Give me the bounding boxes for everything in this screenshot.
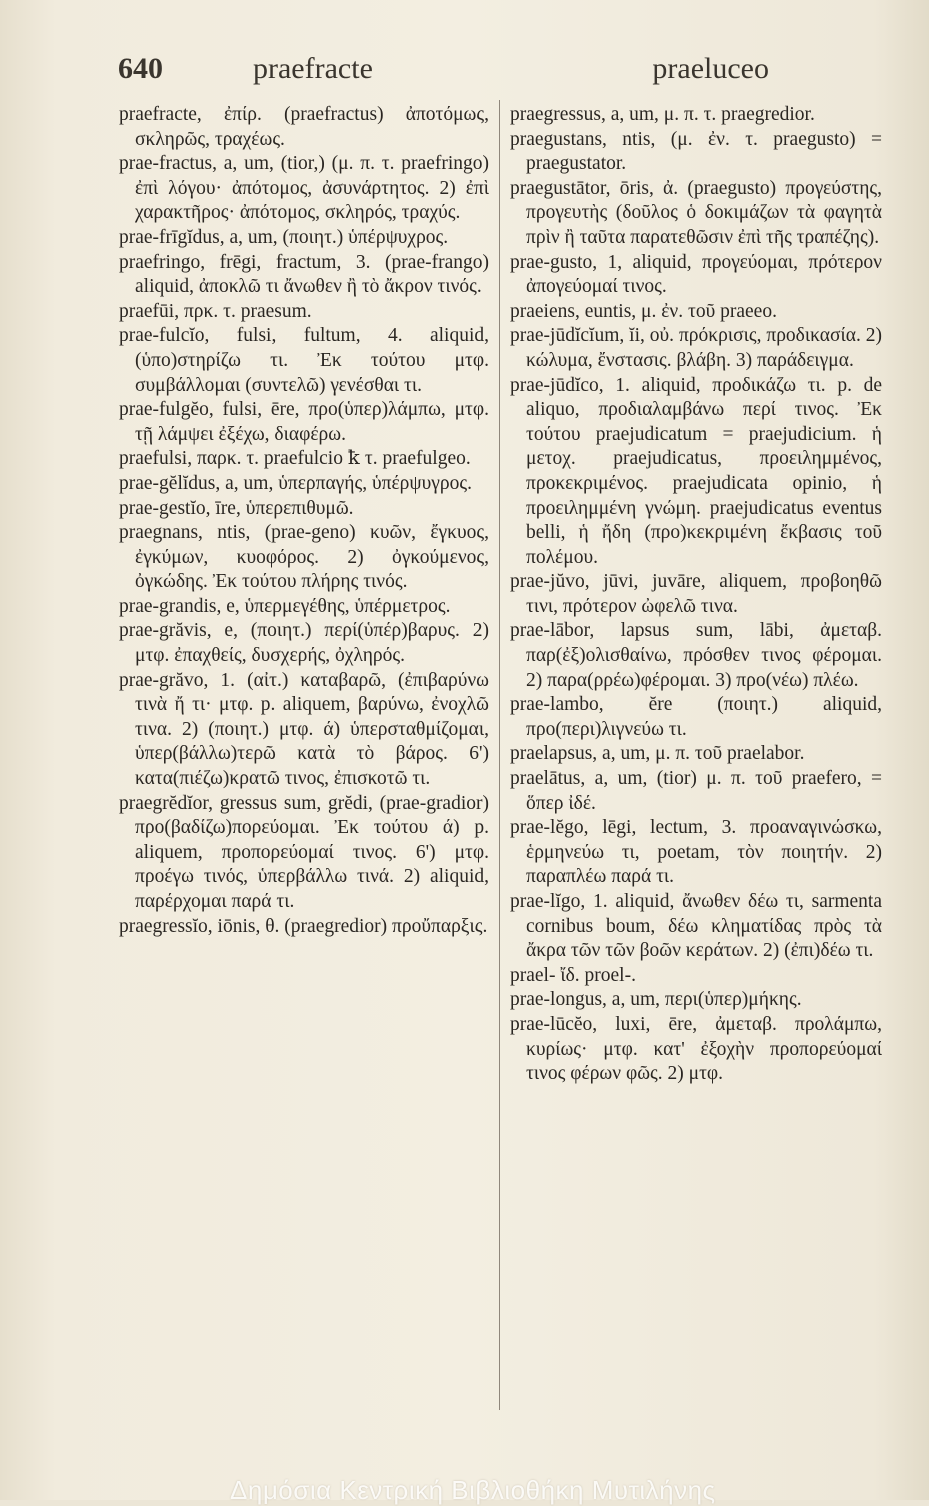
- page-number: 640: [118, 52, 163, 85]
- dictionary-entry: prae-lambo, ĕre (ποιητ.) aliquid, προ(περι)λιγνεύω τι.: [510, 694, 882, 740]
- dictionary-entry: prae-frīgĭdus, a, um, (ποιητ.) ὑπέρψυχρος.: [119, 226, 449, 248]
- left-guide-word: praefracte: [253, 52, 373, 85]
- dictionary-entry: praegustans, ntis, (μ. ἐν. τ. praegusto) = praegustator.: [510, 128, 882, 175]
- dictionary-entry: prae-lĭgo, 1. aliquid, ἄνωθεν δέω τι, sarmenta cornibus boum, δέω κληματίδας πρὸς τὰ ἄκρα τῶν τῶν βοῶν κεράτων. 2) (ἐπι)δέω τι.: [510, 891, 882, 962]
- dictionary-entry: prae-lĕgo, lēgi, lectum, 3. προαναγινώσκω, ἑρμηνεύω τι, poetam, τὸν ποιητήν. 2) παραπλέω παρά τι.: [510, 817, 882, 888]
- dictionary-entry: praefracte, ἐπίρ. (praefractus) ἀποτόμως, σκληρῶς, τραχέως.: [119, 104, 489, 150]
- library-watermark: Δημόσια Κεντρική Βιβλιοθήκη Μυτιλήνης: [230, 1475, 716, 1505]
- dictionary-entry: praegrĕdĭor, gressus sum, grĕdi, (prae-gradior) προ(βαδίζω)πορεύομαι. Ἐκ τούτου ά) p. aliquem, προπορεύομαί τινος. 6') μτφ. προέγω τινός, ὑπερβάλλω τινά. 2) aliquid, παρέρχομαι παρά τι.: [119, 792, 489, 912]
- left-column: [119, 103, 489, 1433]
- dictionary-entry: prae-lābor, lapsus sum, lābi, ἀμεταβ. παρ(ἐξ)ολισθαίνω, πρόσθεν τινος φέρομαι. 2) παρα(ρρέω)φέρομαι. 3) προ(νέω) πλέω.: [510, 620, 882, 691]
- dictionary-entry: prae-grăvo, 1. (αἰτ.) καταβαρῶ, (ἐπιβαρύνω τινὰ ἤ τι· μτφ. p. aliquem, βαρύνω, ἐνοχλῶ τινα. 2) (ποιητ.) μτφ. ά) ὑπερσταθμίζομαι, ὑπερ(βάλλω)τερῶ κατὰ τὸ βάρος. 6') κατα(πιέζω)κρατῶ τινος, ἐπισκοτῶ τι.: [119, 669, 489, 790]
- dictionary-entry: prae-jŭvo, jūvi, juvāre, aliquem, προβοηθῶ τινι, πρότερον ὠφελῶ τινα.: [510, 571, 882, 617]
- dictionary-entry: prae-gĕlĭdus, a, um, ὑπερπαγής, ὑπέρψυγρος.: [119, 472, 472, 494]
- right-guide-word: praeluceo: [652, 52, 769, 85]
- dictionary-entry: praefūi, πρκ. τ. praesum.: [119, 300, 312, 322]
- column-divider: [499, 100, 500, 1410]
- dictionary-entry: praegressĭo, iōnis, θ. (praegredior) προὔπαρξις.: [119, 915, 488, 937]
- dictionary-entry: praegressus, a, um, μ. π. τ. praegredior.: [510, 104, 815, 125]
- dictionary-entry: praefulsi, παρκ. τ. praefulcio ꝁ τ. praefulgeo.: [119, 448, 471, 470]
- dictionary-entry: praelapsus, a, um, μ. π. τοῦ praelabor.: [510, 743, 805, 765]
- dictionary-entry: praeiens, euntis, μ. ἐν. τοῦ praeeo.: [510, 300, 777, 322]
- dictionary-entry: prae-fulcĭo, fulsi, fultum, 4. aliquid, (ὑπο)στηρίζω τι. Ἐκ τούτου μτφ. συμβάλλομαι (συντελῶ) γενέσθαι τι.: [119, 325, 489, 396]
- dictionary-entry: prael- ἴδ. proel-.: [510, 964, 636, 986]
- dictionary-entry: prae-jūdĭco, 1. aliquid, προδικάζω τι. p. de aliquo, προδιαλαμβάνω περί τινος. Ἐκ τούτου praejudicatum = praejudicium. ἡ μετοχ. praejudicatus, προειλημμένος, προκεκριμένος. praejudicata opinio, ἡ προειλημμένη γνώμη. praejudicatus eventus belli, ἡ ἤδη (προ)κεκριμένη ἔκβασις τοῦ πολέμου.: [510, 374, 882, 568]
- dictionary-entry: prae-longus, a, um, περι(ὑπερ)μήκης.: [510, 989, 802, 1011]
- dictionary-entry: prae-fractus, a, um, (tior,) (μ. π. τ. praefringo) ἐπὶ λόγου· ἀπότομος, ἀσυνάρτητος. 2) ἐπὶ χαρακτῆρος· ἀπότομος, σκληρός, τραχύς.: [119, 153, 489, 224]
- dictionary-entry: prae-gusto, 1, aliquid, προγεύομαι, πρότερον ἀπογεύομαί τινος.: [510, 251, 882, 298]
- dictionary-entry: praegustātor, ōris, ἀ. (praegusto) προγεύστης, προγευτὴς (δοῦλος ὁ δοκιμάζων τὰ φαγητὰ πρὶν ἢ ταῦτα παρατεθῶσιν ἐπὶ τῆς τραπέζης).: [510, 177, 882, 248]
- dictionary-entry: praegnans, ntis, (prae-geno) κυῶν, ἔγκυος, ἐγκύμων, κυοφόρος. 2) ὀγκούμενος, ὀγκώδης. Ἐκ τούτου πλήρης τινός.: [119, 522, 489, 593]
- dictionary-entry: praelātus, a, um, (tior) μ. π. τοῦ praefero, = ὅπερ ἰδέ.: [510, 768, 882, 814]
- page-header: [118, 52, 769, 92]
- dictionary-entry: prae-grăvis, e, (ποιητ.) περί(ὑπέρ)βαρυς. 2) μτφ. ἐπαχθείς, δυσχερής, ὀχληρός.: [119, 620, 489, 667]
- dictionary-entry: prae-fulgĕo, fulsi, ēre, προ(ὑπερ)λάμπω, μτφ. τῇ λάμψει ἐξέχω, διαφέρω.: [119, 399, 489, 445]
- right-column: [510, 103, 882, 1433]
- dictionary-entry: prae-grandis, e, ὑπερμεγέθης, ὑπέρμετρος.: [119, 595, 451, 617]
- dictionary-entry: praefringo, frēgi, fractum, 3. (prae-frango) aliquid, ἀποκλῶ τι ἄνωθεν ἢ τὸ ἄκρον τινός.: [119, 251, 489, 298]
- dictionary-entry: prae-gestĭo, īre, ὑπερεπιθυμῶ.: [119, 497, 354, 519]
- dictionary-entry: prae-lūcĕo, luxi, ēre, ἀμεταβ. προλάμπω, κυρίως· μτφ. κατ' ἐξοχὴν προπορεύομαί τινος φέρων φῶς. 2) μτφ.: [510, 1013, 882, 1085]
- dictionary-entry: prae-jūdĭcĭum, ĭi, οὐ. πρόκρισις, προδικασία. 2) κώλυμα, ἔνστασις. βλάβη. 3) παράδειγμα.: [510, 325, 882, 371]
